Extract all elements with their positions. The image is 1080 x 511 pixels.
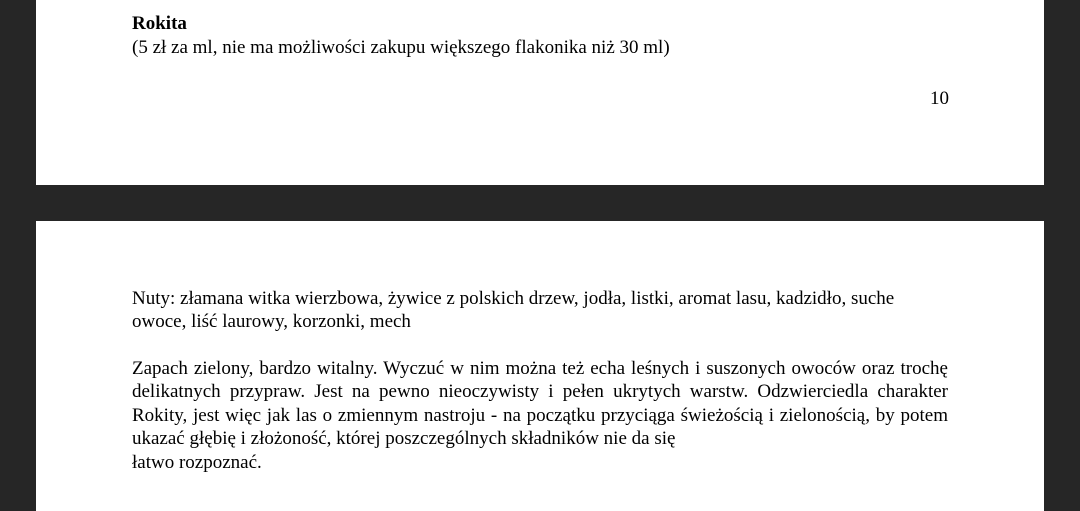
- scent-description-text: Zapach zielony, bardzo witalny. Wyczuć w nim można też echa leśnych i suszonych owoców oraz trochę delikatnych przypraw. Jest na pewno nieoczywisty i pełen ukrytych warstw. Odzwierciedla charakter Rokity, jest więc jak las o zmiennym nastroju - na początku przyciąga świeżością i zielonością, by potem ukazać głębię i złożoność, której poszczególnych składników nie da się: [132, 358, 948, 450]
- page-number: 10: [930, 88, 949, 109]
- scent-description-last-line: łatwo rozpoznać.: [132, 451, 262, 473]
- scent-description-paragraph: [132, 357, 948, 474]
- document-page-10: [36, 0, 1044, 185]
- scent-notes-paragraph: Nuty: złamana witka wierzbowa, żywice z polskich drzew, jodła, listki, aromat lasu, kadzidło, suche owoce, liść laurowy, korzonki, mech: [132, 288, 895, 333]
- product-heading: Rokita: [132, 13, 187, 34]
- document-page-11: [36, 221, 1044, 511]
- price-note: (5 zł za ml, nie ma możliwości zakupu większego flakonika niż 30 ml): [132, 37, 670, 58]
